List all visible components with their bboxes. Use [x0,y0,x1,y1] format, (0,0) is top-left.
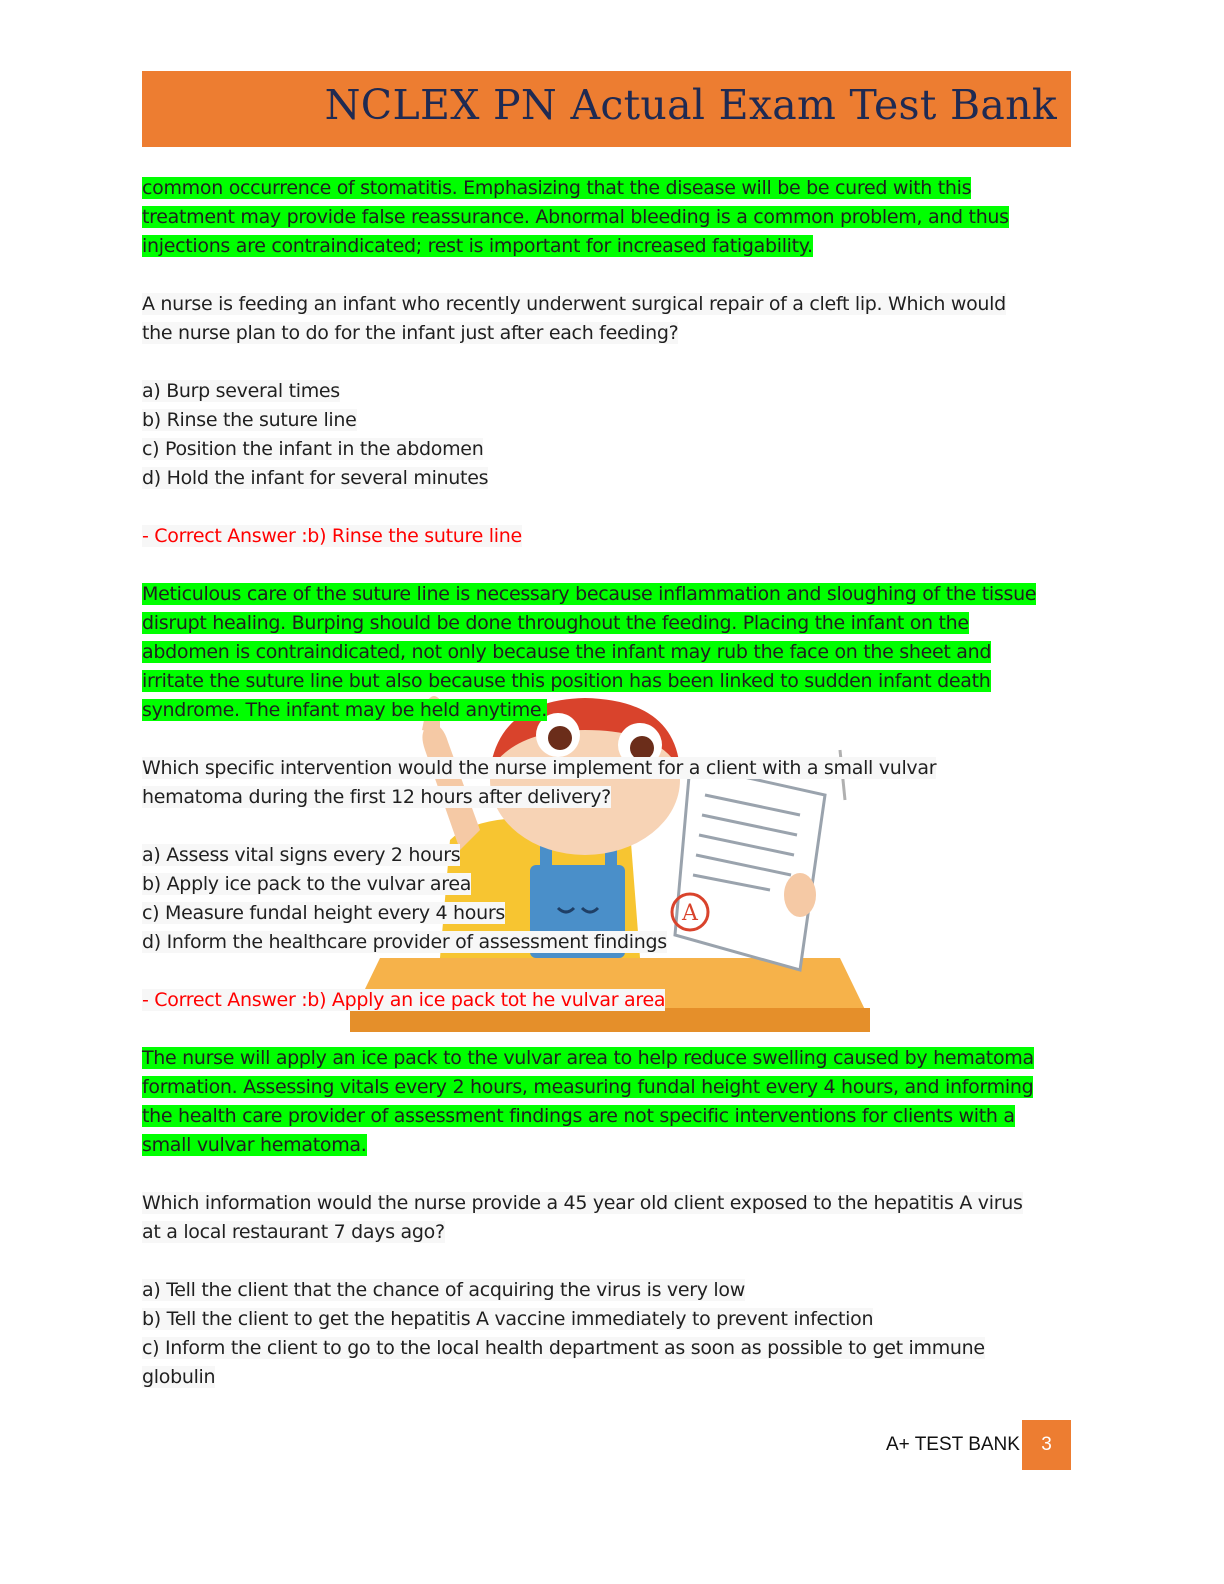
options-list [142,841,1077,957]
option-line: d) Inform the healthcare provider of assessment findings [142,931,667,953]
text-line: the health care provider of assessment findings are not specific interventions for clients with a [142,1105,1015,1127]
option-line: a) Tell the client that the chance of acquiring the virus is very low [142,1279,745,1301]
text-line: - Correct Answer :b) Rinse the suture line [142,525,522,547]
option-line: d) Hold the infant for several minutes [142,467,489,489]
option-line: a) Assess vital signs every 2 hours [142,844,461,866]
text-line: Which information would the nurse provide a 45 year old client exposed to the hepatitis A virus [142,1192,1023,1214]
text-line: injections are contraindicated; rest is important for increased fatigability. [142,235,813,257]
option-line: b) Tell the client to get the hepatitis A vaccine immediately to prevent infection [142,1308,874,1330]
text-line: formation. Assessing vitals every 2 hours, measuring fundal height every 4 hours, and informing [142,1076,1034,1098]
text-line: Which specific intervention would the nurse implement for a client with a small vulvar [142,757,937,779]
option-line: c) Inform the client to go to the local health department as soon as possible to get immune [142,1337,985,1359]
option-line: a) Burp several times [142,380,340,402]
text-line: - Correct Answer :b) Apply an ice pack tot he vulvar area [142,989,666,1011]
option-line: b) Rinse the suture line [142,409,357,431]
text-line: common occurrence of stomatitis. Emphasizing that the disease will be be cured with this [142,177,972,199]
text-line: disrupt healing. Burping should be done throughout the feeding. Placing the infant on the [142,612,969,634]
grade-mark: A [682,901,698,926]
text-line: Meticulous care of the suture line is necessary because inflammation and sloughing of the tissue [142,583,1037,605]
document-body [142,174,1077,1421]
rationale-paragraph [142,1044,1077,1160]
text-line: abdomen is contraindicated, not only because the infant may rub the face on the sheet and [142,641,992,663]
text-line: irritate the suture line but also because this position has been linked to sudden infant death [142,670,991,692]
text-line: at a local restaurant 7 days ago? [142,1221,445,1243]
page-number: 3 [1022,1420,1071,1470]
question-paragraph [142,1189,1077,1247]
option-line: c) Position the infant in the abdomen [142,438,484,460]
header-band [142,71,1071,147]
rationale-paragraph [142,580,1077,725]
footer-label: A+ TEST BANK [886,1434,1020,1455]
option-line: c) Measure fundal height every 4 hours [142,902,505,924]
text-line: treatment may provide false reassurance. Abnormal bleeding is a common problem, and thus [142,206,1009,228]
page-title: NCLEX PN Actual Exam Test Bank [324,81,1057,129]
text-line: small vulvar hematoma. [142,1134,367,1156]
rationale-paragraph [142,174,1077,261]
text-line: hematoma during the first 12 hours after delivery? [142,786,611,808]
options-list [142,1276,1077,1392]
text-line: the nurse plan to do for the infant just after each feeding? [142,322,679,344]
correct-answer [142,986,1077,1015]
question-paragraph [142,290,1077,348]
text-line: syndrome. The infant may be held anytime. [142,699,548,721]
text-line: A nurse is feeding an infant who recently underwent surgical repair of a cleft lip. Which would [142,293,1006,315]
options-list [142,377,1077,493]
question-paragraph [142,754,1077,812]
correct-answer [142,522,1077,551]
text-line: The nurse will apply an ice pack to the vulvar area to help reduce swelling caused by hematoma [142,1047,1034,1069]
option-line: b) Apply ice pack to the vulvar area [142,873,472,895]
option-line: globulin [142,1366,216,1388]
